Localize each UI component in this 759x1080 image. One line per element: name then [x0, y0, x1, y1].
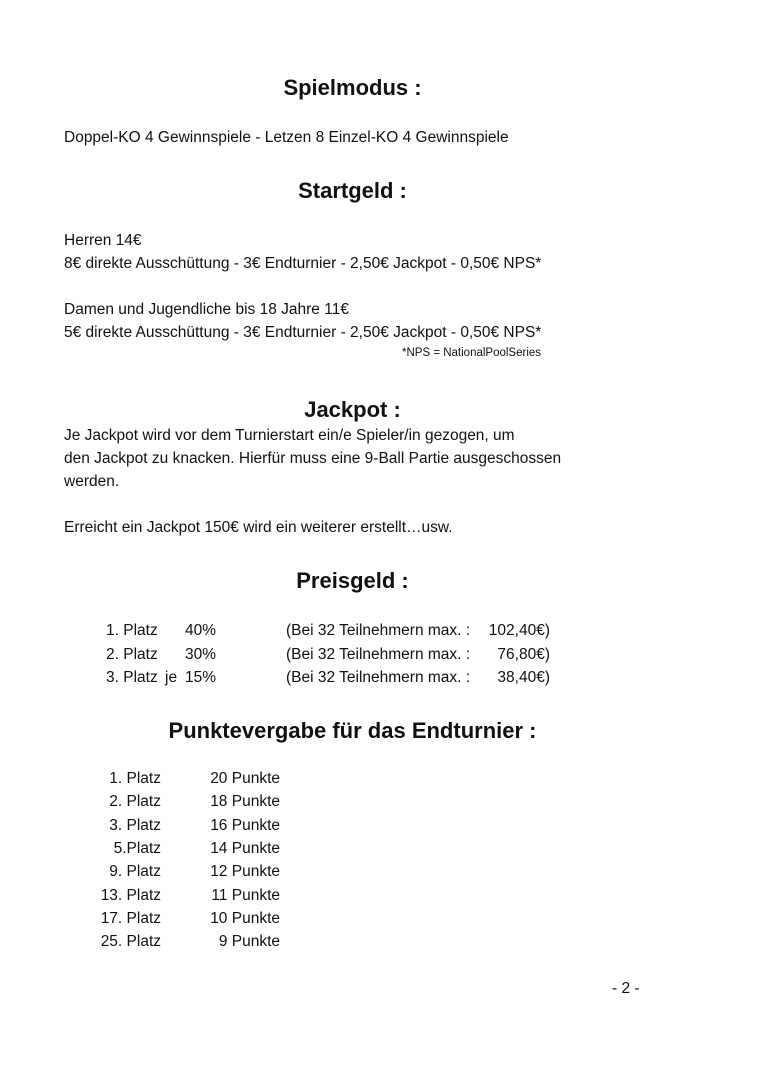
preisgeld-heading: Preisgeld : — [296, 568, 409, 593]
punkte-place: 1. Platz — [109, 770, 161, 787]
punkte-place: 13. Platz — [100, 886, 161, 904]
damen-fee: Damen und Jugendliche bis 18 Jahre 11€ — [64, 301, 349, 318]
punkte-place: 25. Platz — [100, 933, 161, 951]
damen-breakdown: 5€ direkte Ausschüttung - 3€ Endturnier - 2,50€ Jackpot - 0,50€ NPS* — [64, 324, 542, 341]
jackpot-text-line3: werden. — [64, 473, 120, 490]
startgeld-heading: Startgeld : — [298, 178, 407, 203]
preisgeld-place: 2. Platz — [106, 645, 158, 663]
punkte-points: 20 Punkte — [210, 770, 280, 787]
preisgeld-note: (Bei 32 Teilnehmern max. : — [286, 622, 471, 639]
preisgeld-place: 1. Platz — [106, 622, 158, 639]
punkte-points: 10 Punkte — [210, 909, 280, 927]
jackpot-heading: Jackpot : — [304, 397, 401, 422]
preisgeld-percent: 30% — [184, 645, 216, 663]
punkte-points: 18 Punkte — [210, 793, 280, 811]
page-number: - 2 - — [612, 980, 640, 997]
punkte-place: 3. Platz — [109, 816, 161, 834]
preisgeld-amount: 38,40€) — [497, 669, 550, 686]
punkte-points: 9 Punkte — [218, 933, 280, 951]
herren-fee: Herren 14€ — [64, 232, 142, 249]
preisgeld-note: (Bei 32 Teilnehmern max. : — [286, 669, 471, 686]
nps-footnote: *NPS = NationalPoolSeries — [402, 347, 542, 359]
preisgeld-je: je — [165, 669, 178, 686]
jackpot-text-line4: Erreicht ein Jackpot 150€ wird ein weiterer erstellt…usw. — [64, 519, 453, 536]
herren-breakdown: 8€ direkte Ausschüttung - 3€ Endturnier - 2,50€ Jackpot - 0,50€ NPS* — [64, 255, 542, 272]
jackpot-text-line1: Je Jackpot wird vor dem Turnierstart ein/e Spieler/in gezogen, um — [64, 427, 515, 444]
punkte-points: 16 Punkte — [210, 816, 280, 834]
punkte-place: 17. Platz — [100, 909, 161, 927]
spielmodus-text: Doppel-KO 4 Gewinnspiele - Letzen 8 Einzel-KO 4 Gewinnspiele — [64, 129, 509, 146]
preisgeld-percent: 40% — [184, 622, 216, 639]
preisgeld-amount: 102,40€) — [488, 622, 550, 639]
punktevergabe-heading: Punktevergabe für das Endturnier : — [168, 718, 537, 743]
punkte-place: 2. Platz — [109, 793, 161, 811]
preisgeld-note: (Bei 32 Teilnehmern max. : — [286, 645, 471, 663]
punkte-points: 11 Punkte — [211, 886, 280, 904]
punkte-place: 9. Platz — [109, 863, 161, 881]
preisgeld-percent: 15% — [184, 669, 216, 686]
preisgeld-amount: 76,80€) — [497, 645, 550, 663]
punkte-points: 12 Punkte — [210, 863, 280, 881]
jackpot-text-line2: den Jackpot zu knacken. Hierfür muss eine 9-Ball Partie ausgeschossen — [64, 450, 562, 467]
punkte-place: 5.Platz — [113, 839, 161, 857]
preisgeld-place: 3. Platz — [106, 669, 158, 686]
punkte-points: 14 Punkte — [210, 839, 280, 857]
spielmodus-heading: Spielmodus : — [283, 75, 422, 100]
